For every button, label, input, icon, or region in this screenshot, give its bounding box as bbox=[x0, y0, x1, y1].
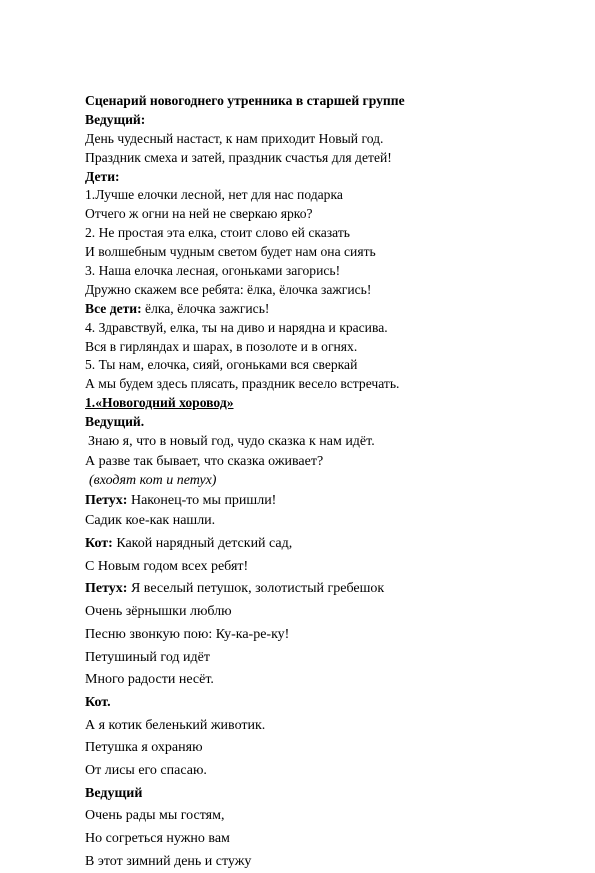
script-line bbox=[85, 491, 565, 511]
script-line bbox=[85, 533, 565, 556]
script-line: День чудесный настаст, к нам приходит Новый год. bbox=[85, 130, 384, 146]
script-line bbox=[85, 692, 565, 715]
speaker-label: Ведущий. bbox=[85, 414, 145, 430]
script-line: 2. Не простая эта елка, стоит слово ей сказать bbox=[85, 225, 350, 241]
speaker-label: Петух: bbox=[85, 492, 128, 508]
script-line bbox=[85, 413, 565, 432]
document-body bbox=[85, 92, 565, 873]
script-line: Петушиный год идёт bbox=[85, 649, 210, 665]
speaker-label: Все дети: bbox=[85, 300, 142, 316]
script-line bbox=[85, 300, 565, 319]
script-line: 1.Лучше елочки лесной, нет для нас подарка bbox=[85, 187, 343, 203]
line-text: Какой нарядный детский сад, bbox=[112, 536, 293, 552]
section-heading bbox=[85, 394, 565, 413]
script-line: 4. Здравствуй, елка, ты на диво и нарядна и красива. bbox=[85, 319, 388, 335]
document-title: Сценарий новогоднего утренника в старшей группе bbox=[85, 93, 405, 108]
script-line: Очень зёрнышки люблю bbox=[85, 604, 232, 620]
script-line bbox=[85, 783, 565, 806]
script-line: Садик кое-как нашли. bbox=[85, 513, 216, 529]
line-text: Я веселый петушок, золотистый гребешок bbox=[127, 581, 385, 597]
speaker-label: Кот: bbox=[85, 536, 113, 552]
script-line bbox=[85, 168, 565, 187]
script-line: Но согреться нужно вам bbox=[85, 831, 230, 847]
script-line: Много радости несёт. bbox=[85, 672, 214, 688]
speaker-label: Петух: bbox=[85, 581, 128, 597]
script-line: Праздник смеха и затей, праздник счастья для детей! bbox=[85, 149, 392, 165]
script-line: С Новым годом всех ребят! bbox=[85, 558, 249, 574]
script-line: Песню звонкую пою: Ку-ка-ре-ку! bbox=[85, 626, 290, 642]
line-text: Наконец-то мы пришли! bbox=[127, 492, 277, 508]
speaker-label: Ведущий: bbox=[85, 111, 146, 127]
script-line: Петушка я охраняю bbox=[85, 740, 203, 756]
script-line: А разве так бывает, что сказка оживает? bbox=[85, 453, 324, 469]
script-line: В этот зимний день и стужу bbox=[85, 853, 252, 869]
script-line: Очень рады мы гостям, bbox=[85, 808, 225, 824]
script-line: Дружно скажем все ребята: ёлка, ёлочка зажгись! bbox=[85, 281, 372, 297]
script-line: Знаю я, что в новый год, чудо сказка к нам идёт. bbox=[88, 434, 375, 450]
script-line: 5. Ты нам, елочка, сияй, огоньками вся сверкай bbox=[85, 357, 358, 373]
script-line: От лисы его спасаю. bbox=[85, 762, 207, 778]
speaker-label: Ведущий bbox=[85, 785, 143, 801]
script-line bbox=[85, 111, 565, 130]
script-line: Вся в гирляндах и шарах, в позолоте и в огнях. bbox=[85, 338, 358, 354]
script-line: А мы будем здесь плясать, праздник весело встречать. bbox=[85, 376, 400, 392]
script-line: 3. Наша елочка лесная, огоньками загорись! bbox=[85, 263, 341, 279]
script-line: Отчего ж огни на ней не сверкаю ярко? bbox=[85, 206, 313, 222]
line-text: ёлка, ёлочка зажгись! bbox=[141, 300, 270, 316]
script-line bbox=[85, 578, 565, 601]
speaker-label: Кот. bbox=[85, 694, 111, 710]
stage-direction: (входят кот и петух) bbox=[89, 473, 217, 489]
song-title: 1.«Новогодний хоровод» bbox=[85, 395, 234, 411]
script-line: И волшебным чудным светом будет нам она сиять bbox=[85, 244, 376, 260]
speaker-label: Дети: bbox=[85, 168, 120, 184]
script-line: А я котик беленький животик. bbox=[85, 717, 266, 733]
